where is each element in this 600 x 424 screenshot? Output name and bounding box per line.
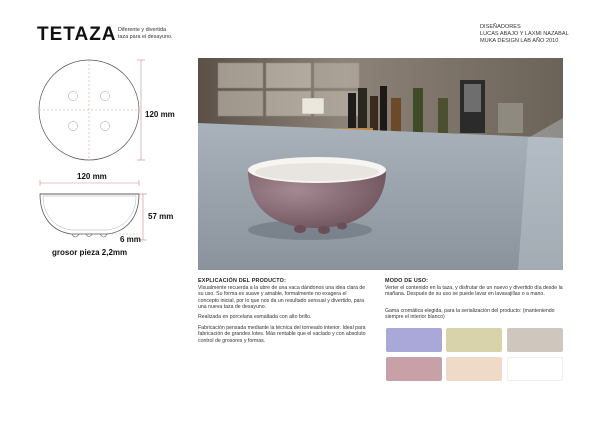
side-width-label: 120 mm <box>77 172 107 181</box>
product-title: TETAZA <box>37 24 117 45</box>
color-swatch-peach <box>446 357 502 381</box>
explanation-paragraph-1: Visualmente recuerda a la ubre de una vaca dándonos una idea clara de su uso. Su forma es suave y amable, formalmente no exagera el concepto inicial, por lo que nos da un resultado sensual y divertido, para una nueva taza de desayuno. <box>198 285 366 311</box>
thickness-label: grosor pieza 2,2mm <box>52 248 128 257</box>
usage-paragraph-2: Gama cromática elegida, para la serialización del producto: (manteniendo siempre el interior blanco) <box>385 308 555 321</box>
tagline-line-1: Diferente y divertida <box>118 27 166 33</box>
usage-heading: MODO DE USO: <box>385 278 429 284</box>
side-view-drawing <box>40 180 147 240</box>
foot-height-label: 6 mm <box>120 235 141 244</box>
tagline-line-2: taza para el desayuno. <box>118 34 173 40</box>
side-height-label: 57 mm <box>148 212 174 221</box>
product-photo <box>198 58 563 270</box>
explanation-paragraph-2: Realizada en porcelana esmaltada con alto brillo. <box>198 314 312 320</box>
top-view-drawing <box>39 60 145 160</box>
explanation-paragraph-3: Fabricación pensada mediante la técnica del torneado interior. Ideal para fabricación de grandes lotes. Más rentable que el vaciado y con absoluto control de grosores y formas. <box>198 325 366 344</box>
color-swatch-taupe <box>507 328 563 352</box>
top-diameter-label: 120 mm <box>145 110 175 119</box>
color-swatch-lavender <box>386 328 442 352</box>
studio-year: MUKA DESIGN LAB AÑO 2010 <box>480 37 559 44</box>
designers-label: DISEÑADORES <box>480 24 521 30</box>
color-swatch-mauve <box>386 357 442 381</box>
designers-names: LUCAS ABAJO Y LAXMI NAZABAL <box>480 30 569 37</box>
color-swatch-olive <box>446 328 502 352</box>
usage-paragraph-1: Verter el contenido en la taza, y disfrutar de un nuevo y divertido día desde la mañana. Después de su uso se puede lavar en lavavajillas o a mano. <box>385 285 563 298</box>
explanation-heading: EXPLICACIÓN DEL PRODUCTO: <box>198 278 287 284</box>
color-swatch-white <box>507 357 563 381</box>
